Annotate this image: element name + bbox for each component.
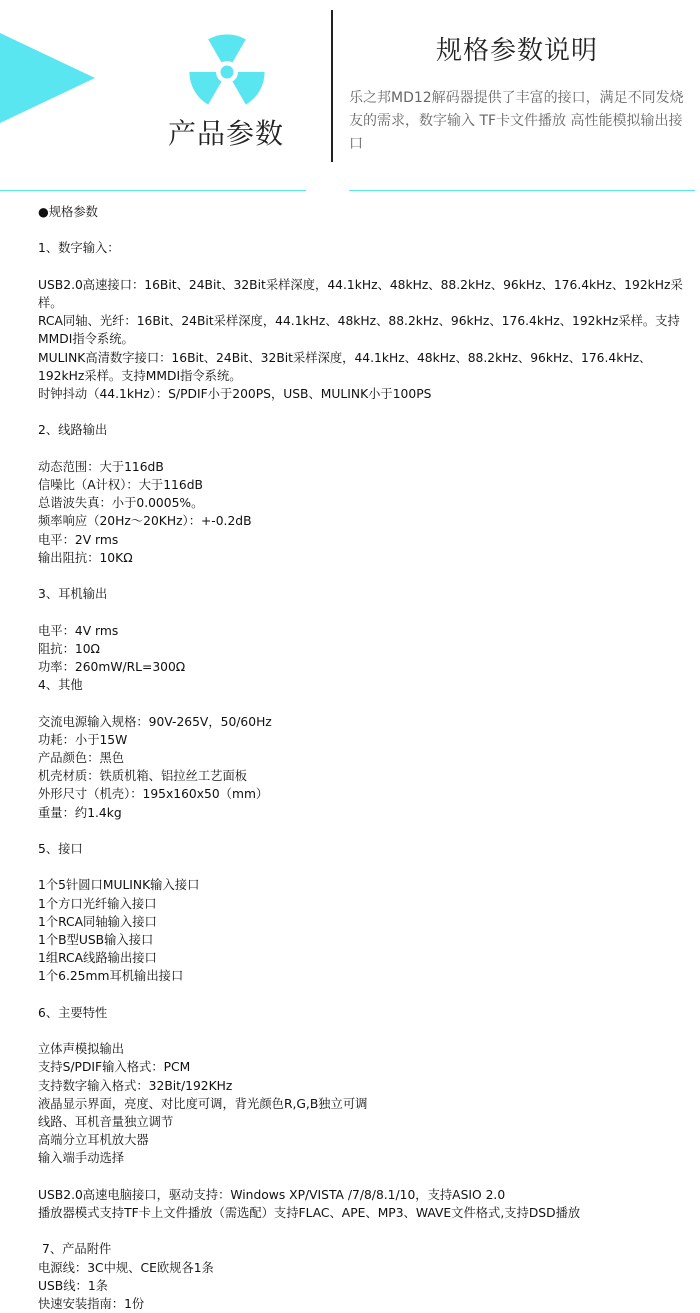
spec-line: RCA同轴、光纤：16Bit、24Bit采样深度，44.1kHz、48kHz、88.2kHz、96kHz、176.4kHz、192kHz采样。支持MMDI指令系统。 [38, 314, 680, 347]
section-heading: 1、数字输入： [38, 241, 120, 256]
spec-line: 信噪比（A计权）：大于116dB [38, 477, 203, 492]
spec-line: 输入端手动选择 [38, 1151, 125, 1166]
section-heading: 4、其他 [38, 678, 83, 693]
separator-line-right [349, 190, 695, 191]
spec-line: 机壳材质：铁质机箱、铝拉丝工艺面板 [38, 769, 248, 784]
spec-line: 总谐波失真：小于0.0005%。 [38, 496, 204, 511]
section-heading: 5、接口 [38, 841, 83, 856]
spec-line: 外形尺寸（机壳）：195x160x50（mm） [38, 787, 269, 802]
spec-line: 功率：260mW/RL=300Ω [38, 659, 186, 674]
spec-line: 交流电源输入规格：90V-265V，50/60Hz [38, 714, 272, 729]
spec-line: USB线：1条 [38, 1278, 108, 1293]
spec-line: 快速安装指南：1份 [38, 1296, 145, 1311]
spec-line: 1个5针圆口MULINK输入接口 [38, 878, 200, 893]
spec-content [38, 203, 688, 1313]
header-banner [0, 0, 700, 200]
spec-line: 重量：约1.4kg [38, 805, 122, 820]
radiation-icon [189, 34, 265, 110]
spec-line: 1个RCA同轴输入接口 [38, 914, 157, 929]
spec-line: 动态范围：大于116dB [38, 459, 164, 474]
separator-line-left [0, 190, 306, 191]
section-heading: 2、线路输出 [38, 423, 108, 438]
spec-description-title: 规格参数说明 [435, 36, 598, 66]
spec-line: 液晶显示界面，亮度、对比度可调，背光颜色R,G,B独立可调 [38, 1096, 368, 1111]
spec-line: 支持S/PDIF输入格式：PCM [38, 1060, 191, 1075]
spec-line: 电源线：3C中规、CE欧规各1条 [38, 1260, 214, 1275]
header-divider [331, 10, 333, 162]
spec-line: 立体声模拟输出 [38, 1042, 125, 1057]
spec-line: 1组RCA线路输出接口 [38, 951, 157, 966]
product-params-title: 产品参数 [167, 117, 284, 150]
spec-line: MULINK高清数字接口：16Bit、24Bit、32Bit采样深度，44.1kHz、48kHz、88.2kHz、96kHz、176.4kHz、192kHz采样。支持MMDI指令系统。 [38, 350, 652, 383]
section-heading: 6、主要特性 [38, 1005, 108, 1020]
spec-line: 高端分立耳机放大器 [38, 1133, 149, 1148]
spec-line: 支持数字输入格式：32Bit/192KHz [38, 1078, 233, 1093]
spec-line: 线路、耳机音量独立调节 [38, 1114, 174, 1129]
section-heading: 7、产品附件 [42, 1242, 112, 1257]
spec-line: 电平：2V rms [38, 532, 119, 547]
spec-line: 电平：4V rms [38, 623, 119, 638]
header-description: 乐之邦MD12解码器提供了丰富的接口，满足不同发烧友的需求，数字输入 TF卡文件播放 高性能模拟输出接口 [349, 90, 684, 152]
spec-line: 频率响应（20Hz～20KHz）：+-0.2dB [38, 514, 252, 529]
spec-title: ●规格参数 [38, 205, 98, 219]
spec-line: 输出阻抗：10KΩ [38, 550, 133, 565]
spec-line: 播放器模式支持TF卡上文件播放（需选配）支持FLAC、APE、MP3、WAVE文件格式,支持DSD播放 [38, 1205, 581, 1220]
spec-line: 产品颜色：黑色 [38, 750, 125, 765]
spec-line: 1个6.25mm耳机输出接口 [38, 969, 184, 984]
section-heading: 3、耳机输出 [38, 587, 108, 602]
spec-line: 功耗：小于15W [38, 732, 128, 747]
spec-line: USB2.0高速接口：16Bit、24Bit、32Bit采样深度，44.1kHz、48kHz、88.2kHz、96kHz、176.4kHz、192kHz采样。 [38, 277, 683, 310]
spec-line: 1个B型USB输入接口 [38, 932, 154, 947]
decorative-triangle [0, 33, 95, 123]
spec-line: 阻抗：10Ω [38, 641, 100, 656]
spec-line: 1个方口光纤输入接口 [38, 896, 157, 911]
spec-line: USB2.0高速电脑接口，驱动支持：Windows XP/VISTA /7/8/8.1/10，支持ASIO 2.0 [38, 1187, 506, 1202]
spec-line: 时钟抖动（44.1kHz）：S/PDIF小于200PS，USB、MULINK小于100PS [38, 387, 432, 401]
